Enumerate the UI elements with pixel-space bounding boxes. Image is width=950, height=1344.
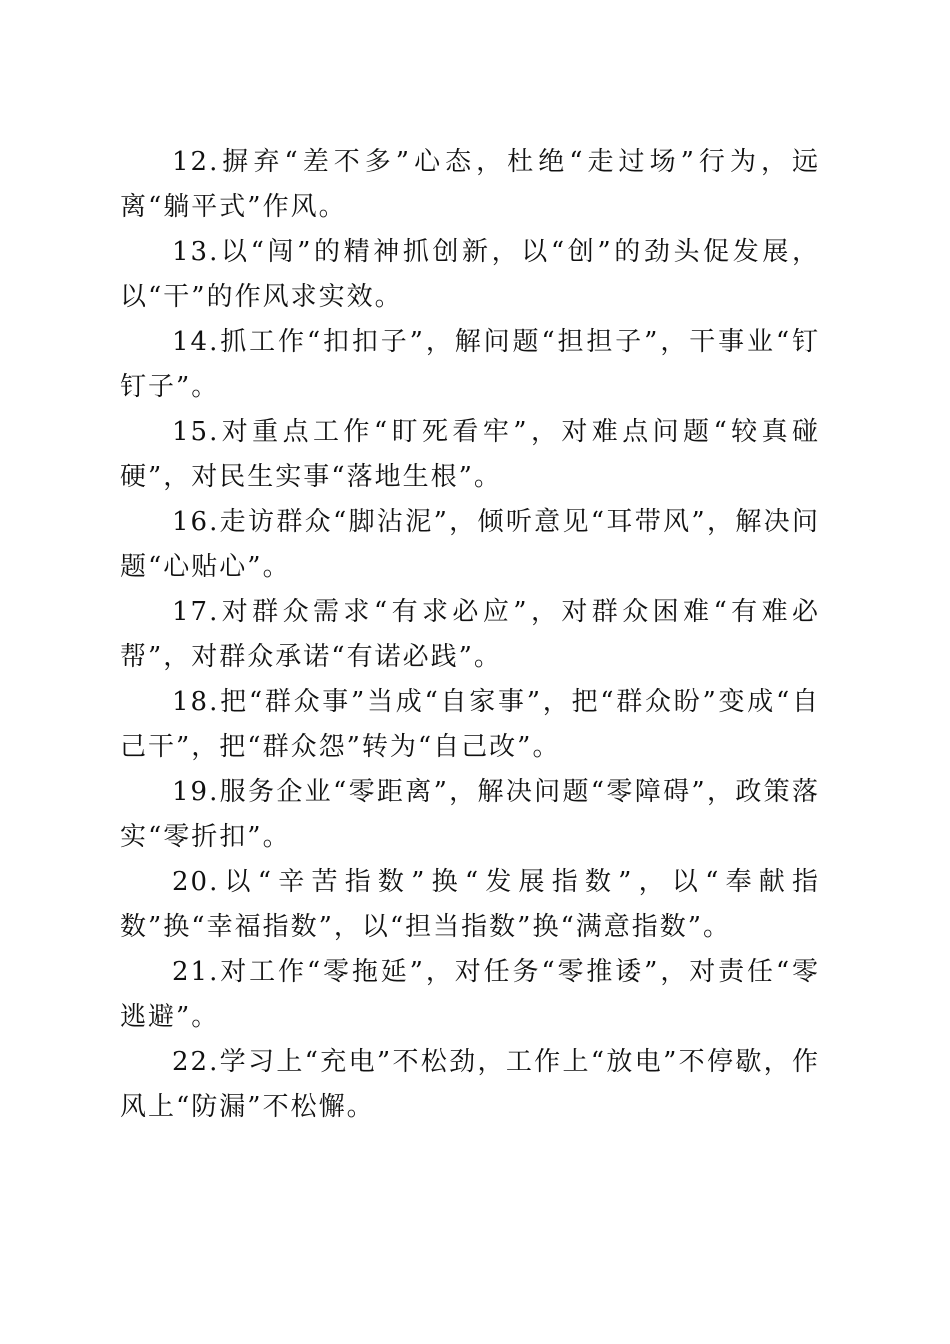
document-body [120,140,820,1130]
list-item-18: 18.把“群众事”当成“自家事”，把“群众盼”变成“自己干”，把“群众怨”转为“自己改”。 [120,687,820,762]
list-item-20: 20.以“辛苦指数”换“发展指数”，以“奉献指数”换“幸福指数”，以“担当指数”换“满意指数”。 [120,867,820,942]
list-item-14: 14.抓工作“扣扣子”，解问题“担担子”，干事业“钉钉子”。 [120,327,820,402]
list-item-17: 17.对群众需求“有求必应”，对群众困难“有难必帮”，对群众承诺“有诺必践”。 [120,597,820,672]
list-item-12: 12.摒弃“差不多”心态，杜绝“走过场”行为，远离“躺平式”作风。 [120,147,820,222]
list-item-13: 13.以“闯”的精神抓创新，以“创”的劲头促发展，以“干”的作风求实效。 [120,237,820,312]
list-item-16: 16.走访群众“脚沾泥”，倾听意见“耳带风”，解决问题“心贴心”。 [120,507,820,582]
list-item-22: 22.学习上“充电”不松劲，工作上“放电”不停歇，作风上“防漏”不松懈。 [120,1047,820,1122]
list-item-19: 19.服务企业“零距离”，解决问题“零障碍”，政策落实“零折扣”。 [120,777,820,852]
list-item-15: 15.对重点工作“盯死看牢”，对难点问题“较真碰硬”，对民生实事“落地生根”。 [120,417,820,492]
list-item-21: 21.对工作“零拖延”，对任务“零推诿”，对责任“零逃避”。 [120,957,820,1032]
